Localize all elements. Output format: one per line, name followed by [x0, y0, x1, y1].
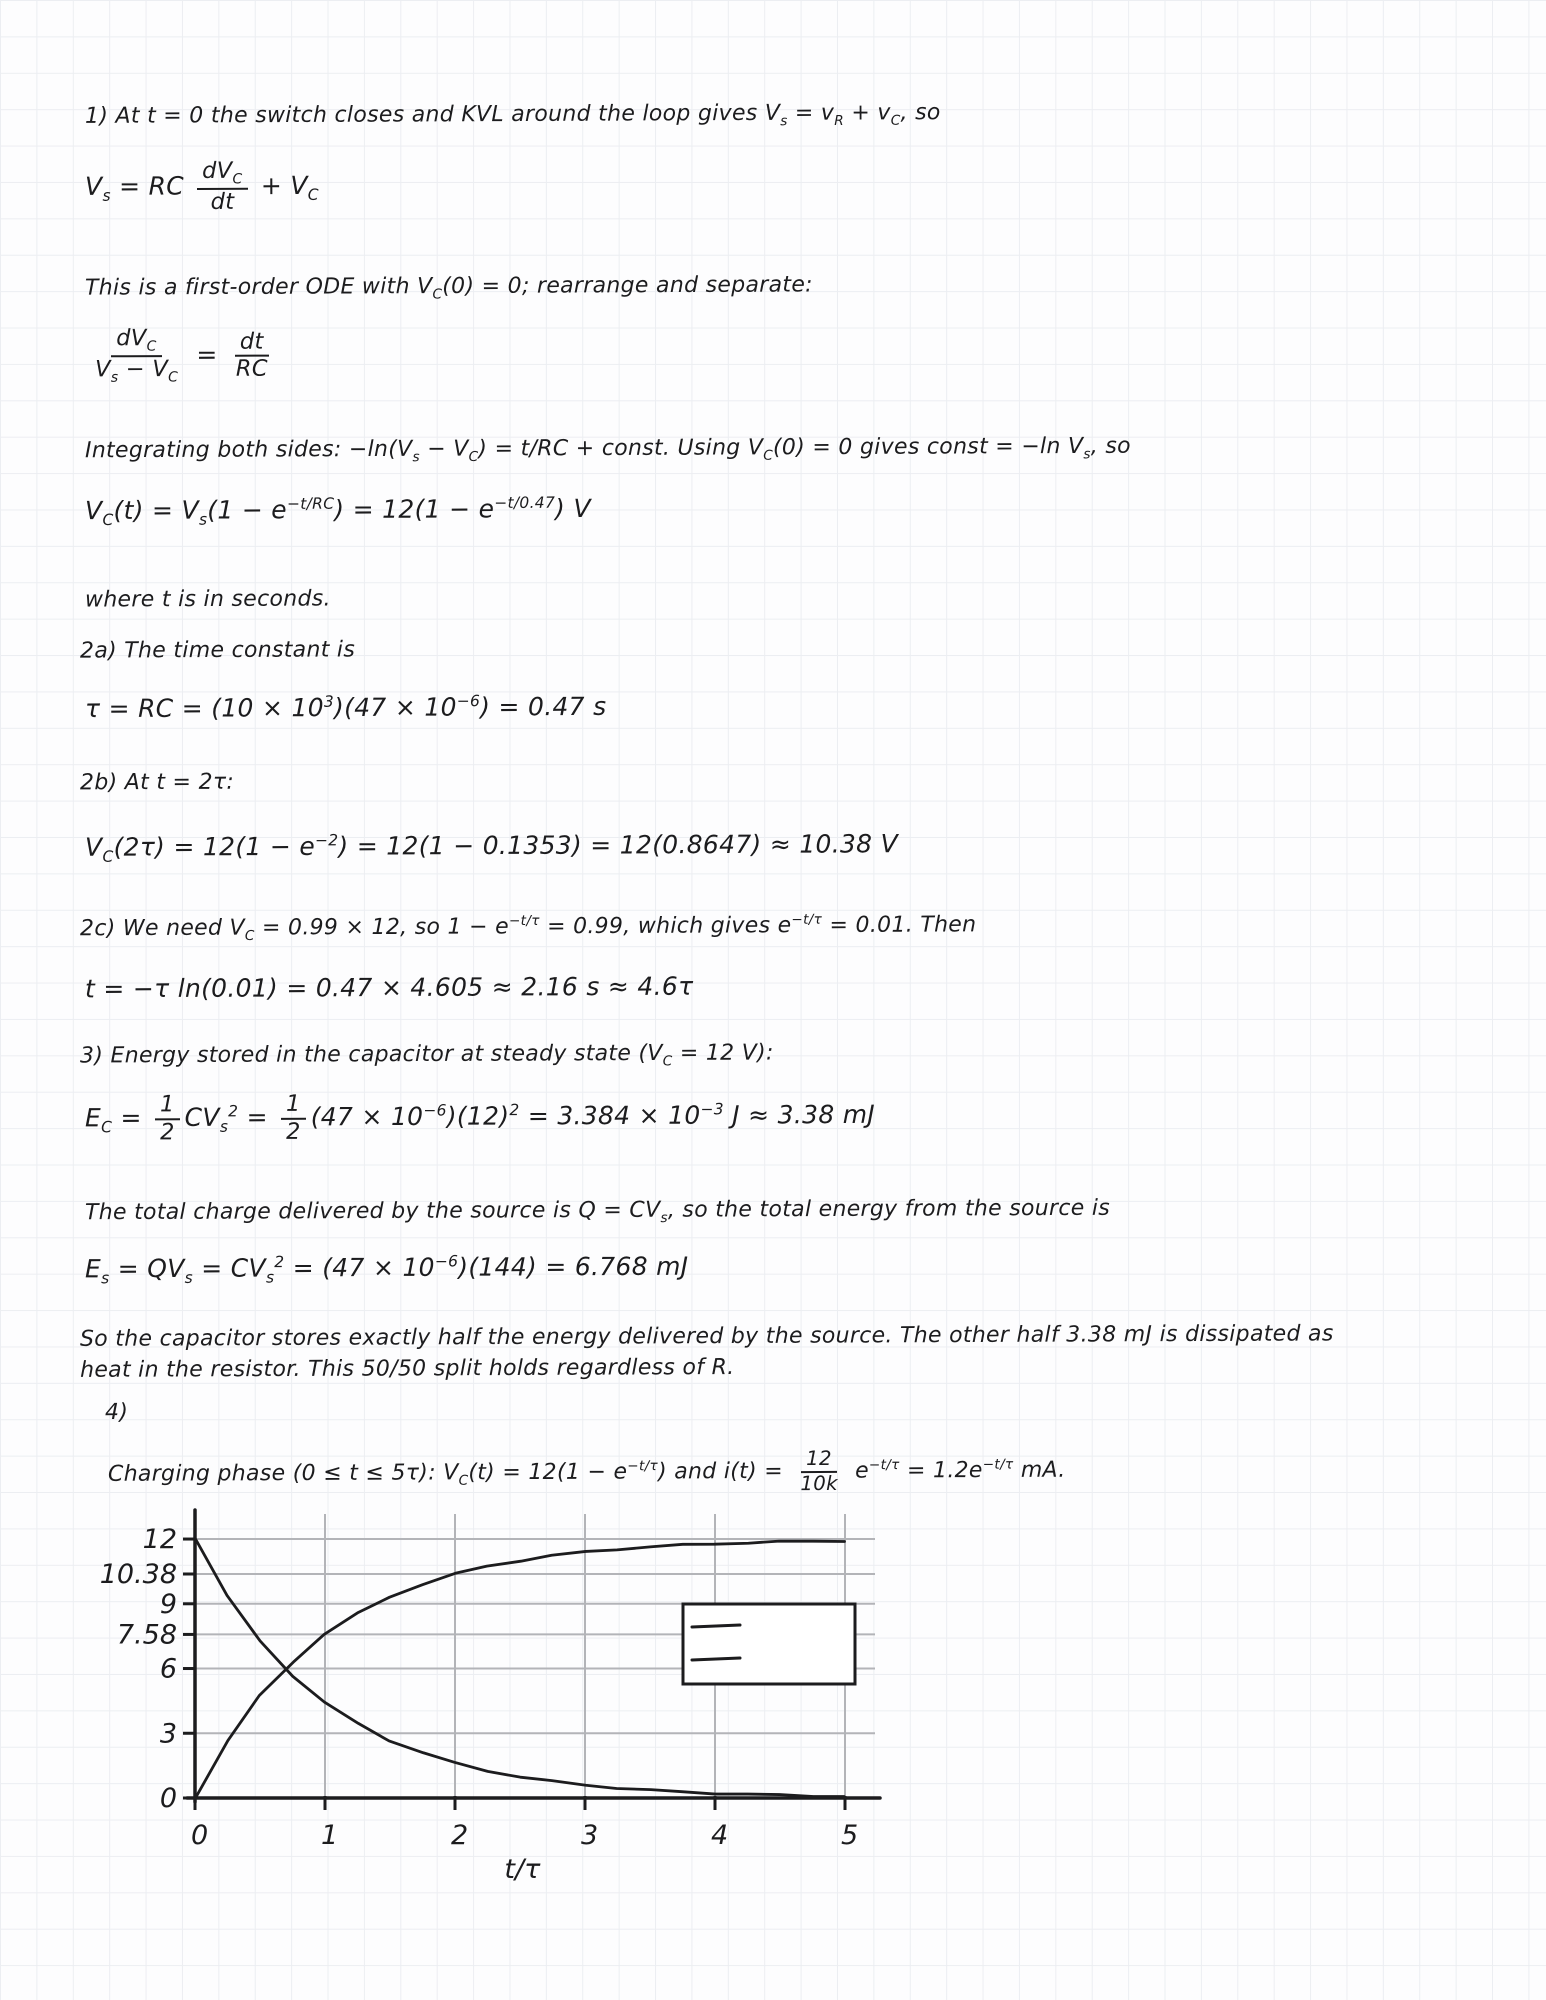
- equation-2b: $V_C(2\tau) = 12(1 - e^{-2}) = 12(1 - 0.1353) = 12(0.8647) \approx 10.38$ V: [84, 829, 899, 866]
- y-tick-label: 6: [159, 1653, 177, 1685]
- heading-2b: 2b) At t = 2τ:: [79, 769, 235, 796]
- legend-line-sample: [692, 1625, 740, 1627]
- equation-2c: t = −τ ln(0.01) = 0.47 × 4.605 ≈ 2.16 s ≈ 4.6τ: [84, 971, 694, 1004]
- note-line-half: So the capacitor stores exactly half the energy delivered by the source. The other half 3.38 mJ is dissipated as heat in the resistor. This 50/50 split holds regardless of R.: [79, 1321, 1334, 1383]
- y-tick-label: 9: [159, 1588, 177, 1620]
- x-tick-label: 4: [711, 1820, 729, 1851]
- equation-tau: τ = RC = $(10 \times 10^3)(47 \times 10^{-6}) = 0.47$ s: [84, 691, 607, 724]
- note-line-charging: Charging phase (0 ≤ t ≤ 5τ): $V_C(t) = 12(1 - e^{-t/\tau})$ and i(t) = $\frac{12}{10k}$ $e^{-t/\tau} = 1.2e^{-t/\tau}$ mA.: [107, 1446, 1066, 1495]
- y-tick-label: 12: [142, 1524, 177, 1556]
- heading-2a: 2a) The time constant is: [79, 637, 356, 664]
- chart-canvas: [100, 1496, 1020, 1966]
- x-axis-title: t/τ: [504, 1854, 541, 1885]
- x-tick-label: 3: [581, 1820, 599, 1851]
- note-line-intro: 1) At t = 0 the switch closes and KVL around the loop gives $V_s = v_R + v_C$, so: [84, 100, 941, 130]
- y-tick-label: 3: [159, 1718, 177, 1750]
- charging-discharging-chart: [100, 1496, 1020, 1966]
- equation-energy-cap: $E_C$ = $\frac{1}{2}$ $CV_s^2$ = $\frac{1}{2}$ $(47 \times 10^{-6})(12)^2 = 3.384 \times 10^{-3}$ J ≈ 3.38 mJ: [84, 1090, 876, 1146]
- x-tick-label: 2: [451, 1820, 469, 1851]
- note-line-seconds: where t is in seconds.: [84, 586, 331, 613]
- legend-line-sample: [692, 1658, 740, 1660]
- heading-3: 3) Energy stored in the capacitor at steady state ($V_C = 12$ V):: [79, 1040, 774, 1070]
- note-line-charge: The total charge delivered by the source is $Q = CV_s$, so the total energy from the source is: [84, 1195, 1111, 1227]
- x-tick-label: 0: [191, 1820, 209, 1851]
- equation-separate: $\frac{dV_C}{V_s - V_C}$ = $\frac{dt}{RC}$: [95, 325, 268, 386]
- y-tick-label: 0: [159, 1783, 177, 1814]
- equation-vc-solution: $V_C(t) = V_s(1 - e^{-t/RC}) = 12(1 - e^{-t/0.47})$ V: [84, 493, 591, 530]
- x-tick-label: 5: [841, 1820, 859, 1851]
- equation-energy-source: $E_s = QV_s = CV_s^2 = (47 \times 10^{-6})(144) = 6.768$ mJ: [84, 1251, 689, 1288]
- y-tick-label: 7.58: [116, 1619, 177, 1651]
- y-tick-label: 10.38: [100, 1558, 177, 1590]
- note-line-integrate: Integrating both sides: $-\ln(V_s - V_C) = t/RC$ + const. Using $V_C(0) = 0$ gives const = −ln $V_s$, so: [84, 433, 1131, 466]
- note-line-2c: 2c) We need $V_C = 0.99 \times 12$, so $1 - e^{-t/\tau} = 0.99$, which gives $e^{-t/\tau} = 0.01$. Then: [79, 911, 977, 944]
- legend-box: [683, 1604, 855, 1684]
- x-tick-label: 1: [321, 1820, 339, 1851]
- heading-4: 4): [104, 1399, 129, 1426]
- equation-kvl: $V_s$ = RC $\frac{dV_C}{dt}$ + $V_C$: [84, 157, 319, 216]
- note-line-ode: This is a first-order ODE with $V_C(0) = 0$; rearrange and separate:: [84, 272, 813, 303]
